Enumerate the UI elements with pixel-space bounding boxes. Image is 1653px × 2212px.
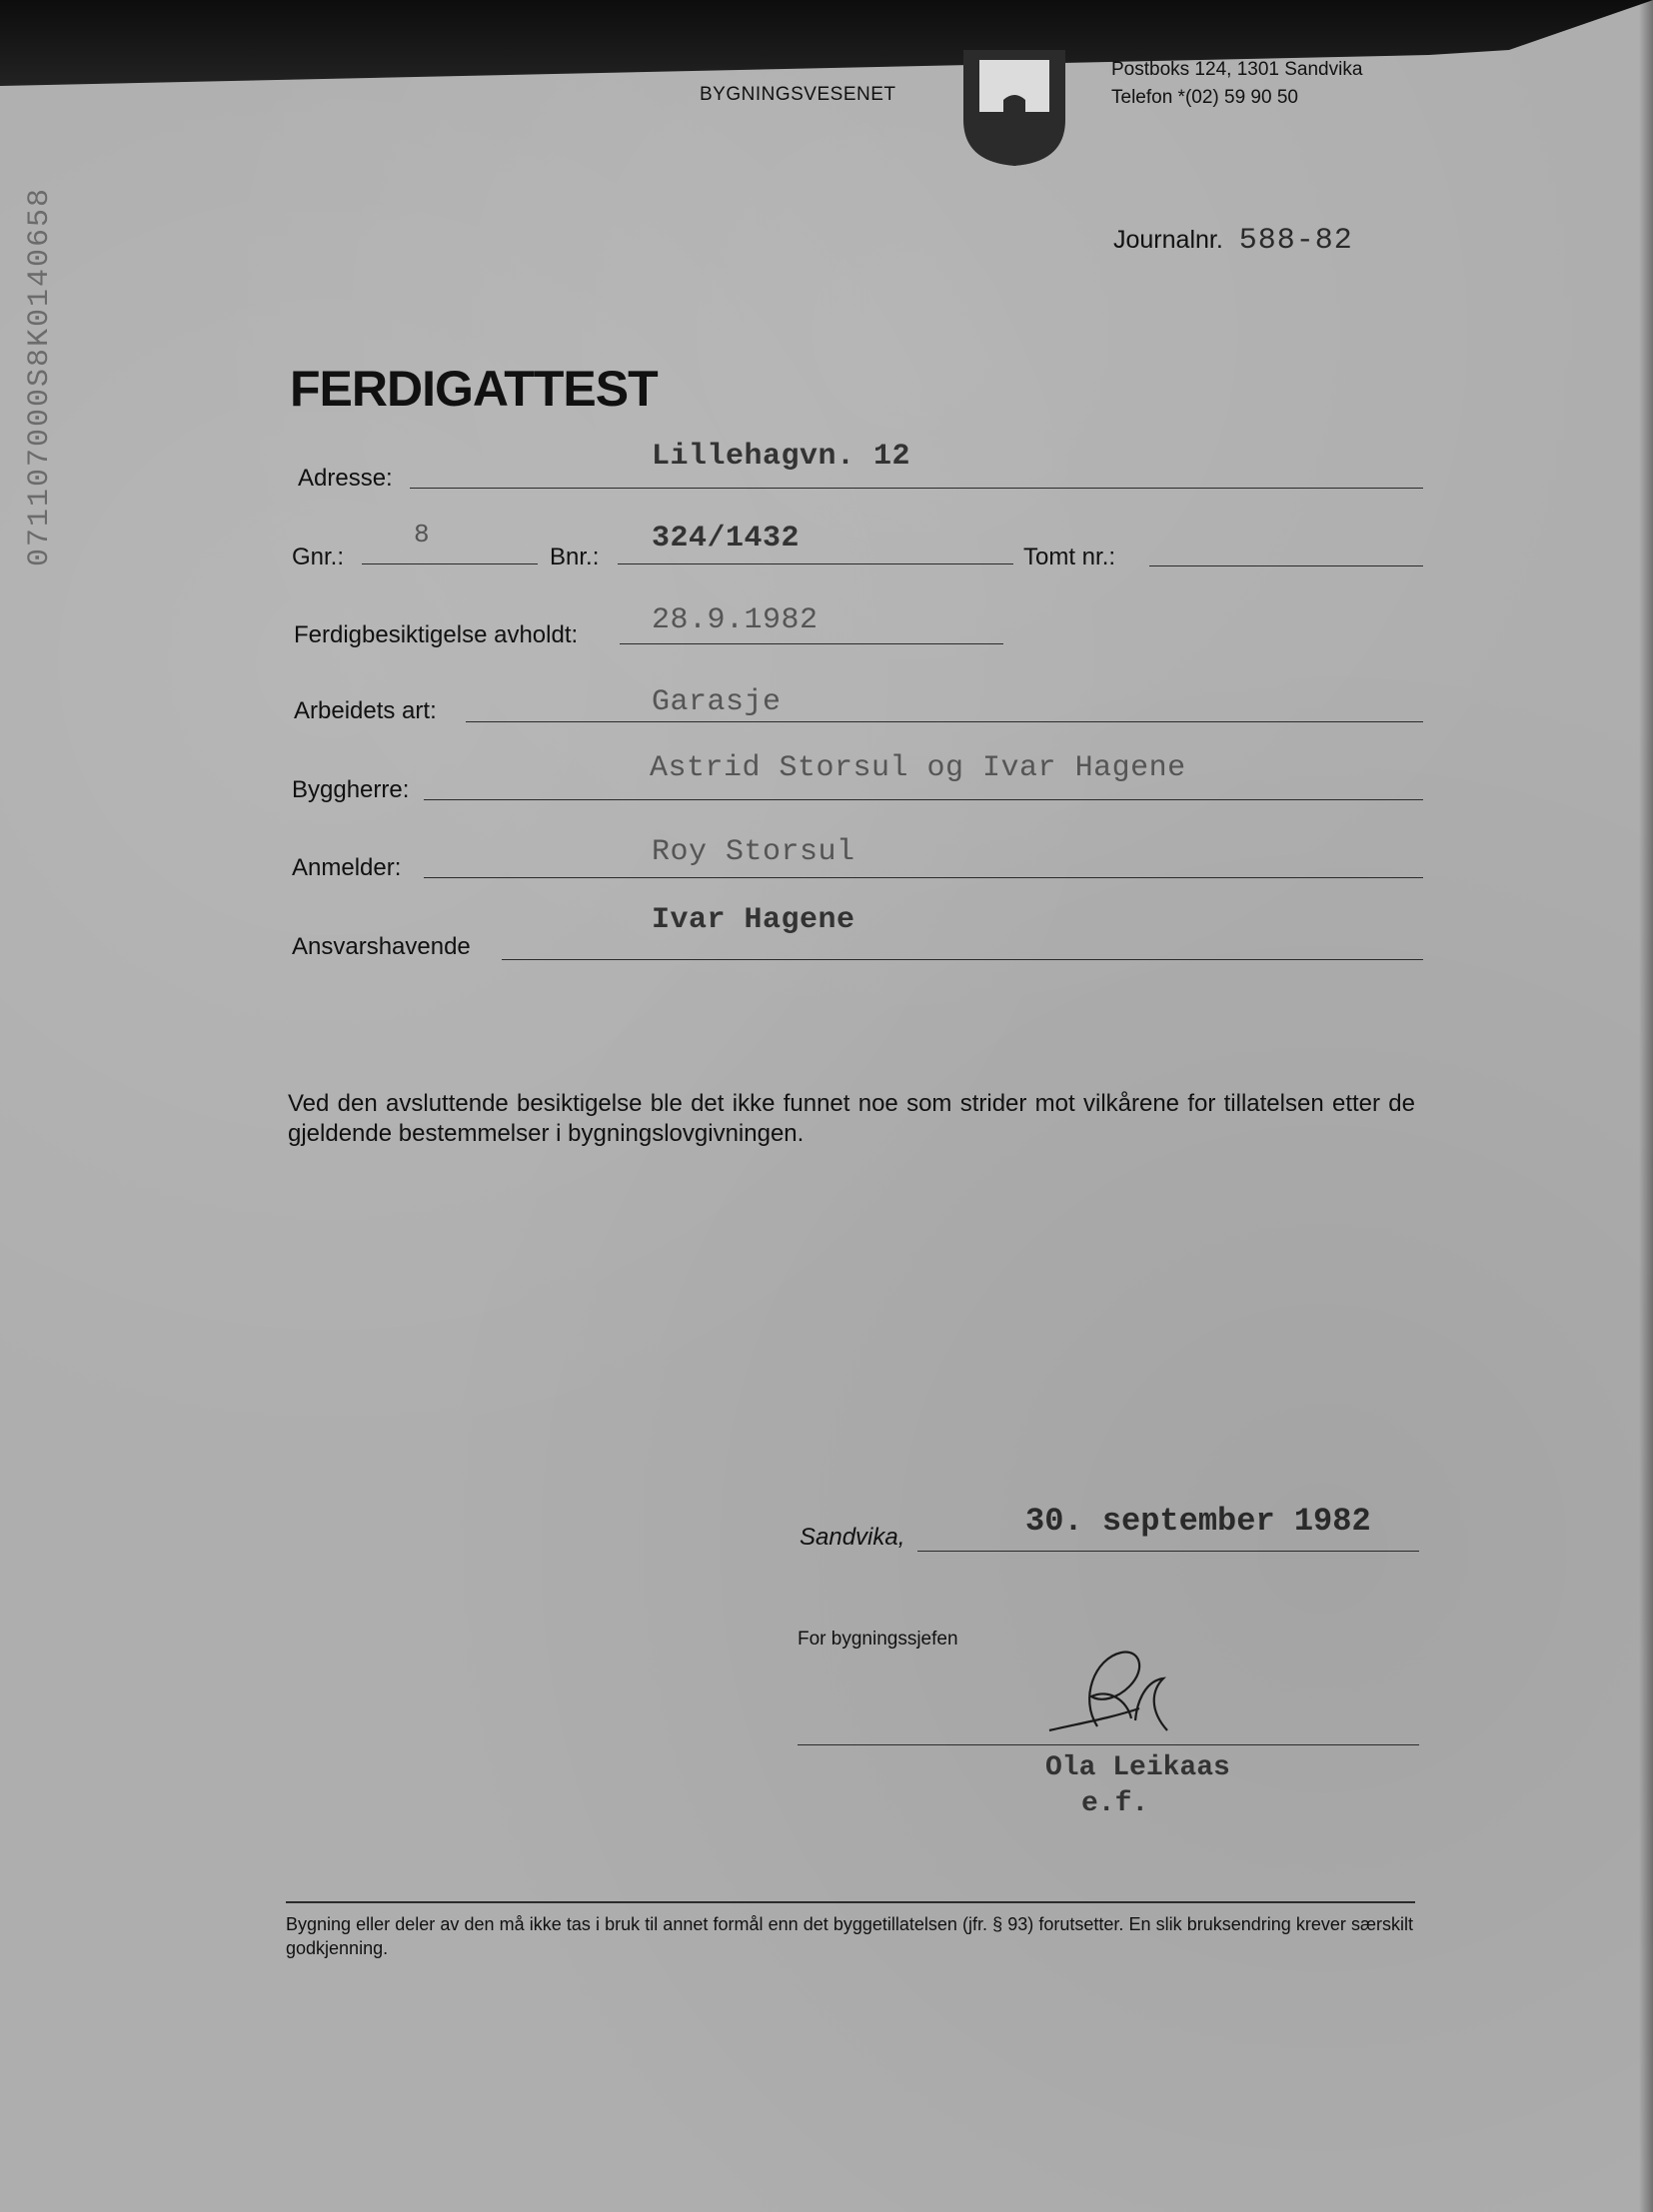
- ansvarshavende-label: Ansvarshavende: [292, 933, 471, 960]
- arbeidets-art-value: Garasje: [652, 685, 782, 719]
- ferdigbesiktigelse-line: [620, 643, 1003, 644]
- document-title: FERDIGATTEST: [290, 361, 658, 417]
- for-bygningssjefen-label: For bygningssjefen: [798, 1629, 958, 1650]
- anmelder-line: [424, 877, 1423, 878]
- municipal-crest-icon: [961, 50, 1067, 168]
- ferdigbesiktigelse-label: Ferdigbesiktigelse avholdt:: [294, 621, 579, 648]
- signoff-date: 30. september 1982: [1025, 1503, 1371, 1540]
- footer-divider: [286, 1901, 1415, 1903]
- byggherre-label: Byggherre:: [292, 776, 410, 803]
- journal-number: [1113, 224, 1353, 258]
- ferdigbesiktigelse-value: 28.9.1982: [652, 603, 819, 637]
- inspection-statement: Ved den avsluttende besiktigelse ble det ikke funnet noe som strider mot vilkårene for tillatelsen etter de gjeldende bestemmelser i bygningslovgivningen.: [288, 1090, 1415, 1147]
- tomt-label: Tomt nr.:: [1023, 544, 1116, 570]
- department-name: BYGNINGSVESENET: [700, 84, 896, 105]
- bnr-value: 324/1432: [652, 522, 801, 555]
- arbeidets-art-label: Arbeidets art:: [294, 697, 437, 724]
- signature-line: [798, 1744, 1419, 1745]
- ansvarshavende-line: [502, 959, 1423, 960]
- bnr-line: [618, 563, 1013, 564]
- bnr-label: Bnr.:: [550, 544, 600, 570]
- scan-edge-shadow: [1639, 0, 1653, 2212]
- gnr-line: [362, 563, 538, 564]
- anmelder-label: Anmelder:: [292, 854, 402, 881]
- contact-block: [1111, 56, 1362, 112]
- phone-number: Telefon *(02) 59 90 50: [1111, 87, 1298, 108]
- gnr-value: 8: [414, 520, 431, 550]
- scan-dark-band: [0, 0, 1653, 86]
- journal-label: Journalnr.: [1113, 226, 1223, 254]
- anmelder-value: Roy Storsul: [652, 835, 855, 869]
- handwritten-signature: [1039, 1639, 1199, 1738]
- signer-block: [1045, 1750, 1230, 1822]
- side-archive-code: 071107000S8K0140658: [23, 186, 57, 567]
- ansvarshavende-value: Ivar Hagene: [652, 903, 855, 937]
- signer-name: Ola Leikaas: [1045, 1752, 1230, 1783]
- journal-value: 588-82: [1238, 224, 1353, 258]
- arbeidets-art-line: [466, 721, 1423, 722]
- signoff-place: Sandvika,: [800, 1524, 905, 1551]
- byggherre-line: [424, 799, 1423, 800]
- adresse-line: [410, 488, 1423, 489]
- date-line: [917, 1551, 1419, 1552]
- gnr-label: Gnr.:: [292, 544, 345, 570]
- signer-suffix: e.f.: [1081, 1788, 1149, 1819]
- adresse-label: Adresse:: [298, 465, 393, 492]
- adresse-value: Lillehagvn. 12: [652, 440, 911, 474]
- tomt-line: [1149, 565, 1423, 566]
- postal-address: Postboks 124, 1301 Sandvika: [1111, 59, 1363, 80]
- byggherre-value: Astrid Storsul og Ivar Hagene: [650, 751, 1186, 785]
- footer-note: Bygning eller deler av den må ikke tas i bruk til annet formål enn det byggetillatelsen (jfr. § 93) forutsetter. En slik bruksendring krever særskilt godkjenning.: [286, 1914, 1413, 1958]
